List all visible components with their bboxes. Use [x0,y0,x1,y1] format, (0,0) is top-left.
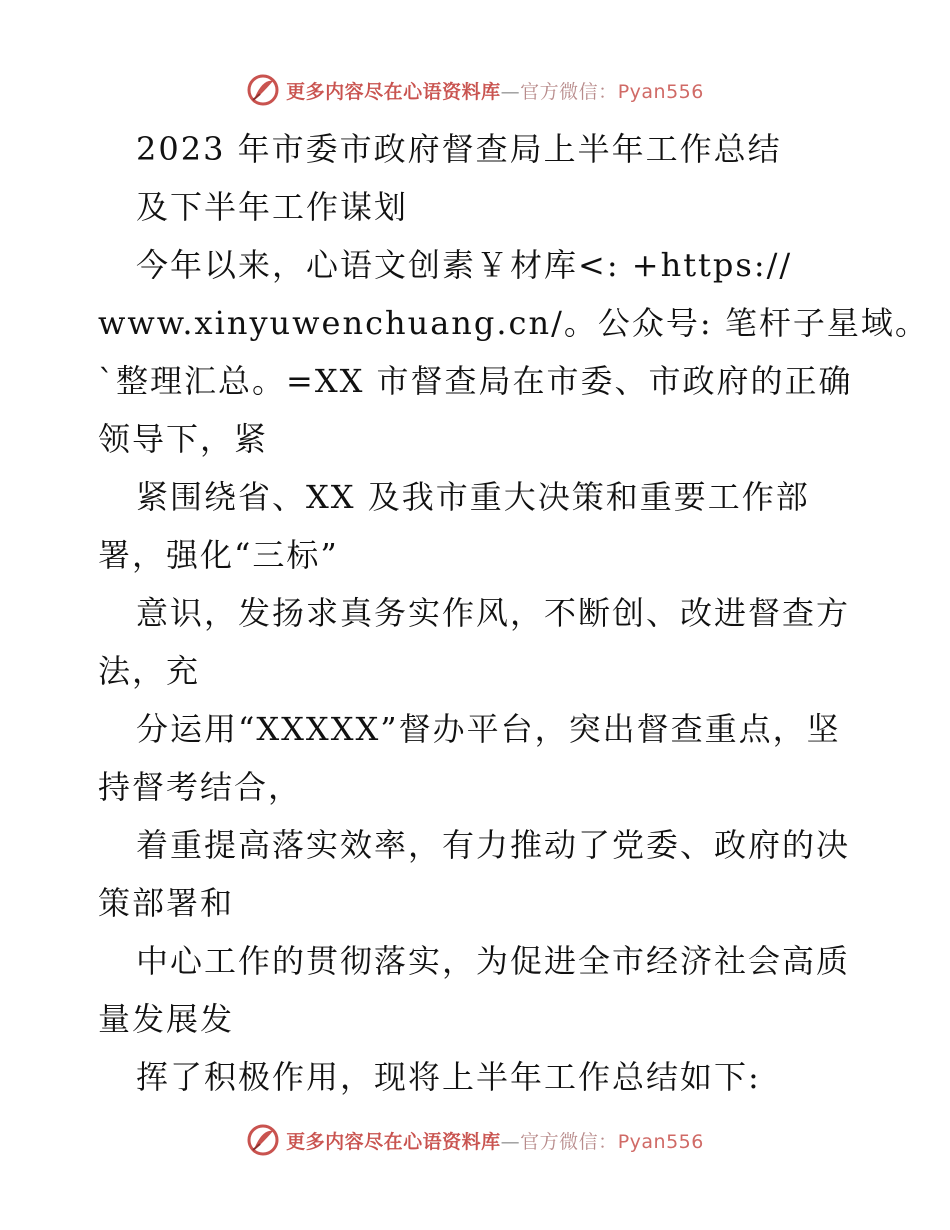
paragraph-line: 持督考结合， [98,768,303,806]
paragraph-line: 领导下，紧 [98,420,269,458]
paragraph-line: 署，强化“三标” [98,536,339,574]
paragraph-line: `整理汇总。=XX 市督查局在市委、市政府的正确 [98,362,853,400]
paragraph-line: 分运用“XXXXX”督办平台，突出督查重点，坚 [136,710,841,748]
paragraph-line: 策部署和 [98,884,235,922]
footer-watermark-banner [0,1120,950,1160]
paragraph-line: 量发展发 [98,1000,235,1038]
watermark-wechat-label: 官方微信： [520,1130,618,1153]
watermark-text [286,1127,704,1154]
watermark-main: 更多内容尽在心语资料库 [286,80,501,103]
watermark-wechat-id: Pyan556 [617,80,704,103]
paragraph-line: 紧围绕省、XX 及我市重大决策和重要工作部 [136,478,810,516]
watermark-wechat-id: Pyan556 [617,1130,704,1153]
paragraph-line: 挥了积极作用，现将上半年工作总结如下: [136,1058,761,1096]
quill-logo-icon [246,73,280,107]
document-body [98,120,929,1106]
watermark-main: 更多内容尽在心语资料库 [286,1130,501,1153]
doc-title-line-2: 及下半年工作谋划 [136,188,409,226]
header-watermark-banner [0,70,950,110]
doc-title-line-1: 2023 年市委市政府督查局上半年工作总结 [136,130,782,168]
watermark-wechat-label: 官方微信： [520,80,618,103]
watermark-text [286,77,704,104]
paragraph-line: www.xinyuwenchuang.cn/。公众号: 笔杆子星域。 [98,304,929,342]
watermark-separator: — [500,80,521,103]
paragraph-line: 今年以来，心语文创素￥材库<: +https:// [136,246,793,284]
paragraph-line: 中心工作的贯彻落实，为促进全市经济社会高质 [136,942,851,980]
watermark-separator: — [500,1130,521,1153]
paragraph-line: 意识，发扬求真务实作风，不断创、改进督查方 [136,594,851,632]
paragraph-line: 着重提高落实效率，有力推动了党委、政府的决 [136,826,851,864]
paragraph-line: 法，充 [98,652,201,690]
quill-logo-icon [246,1123,280,1157]
